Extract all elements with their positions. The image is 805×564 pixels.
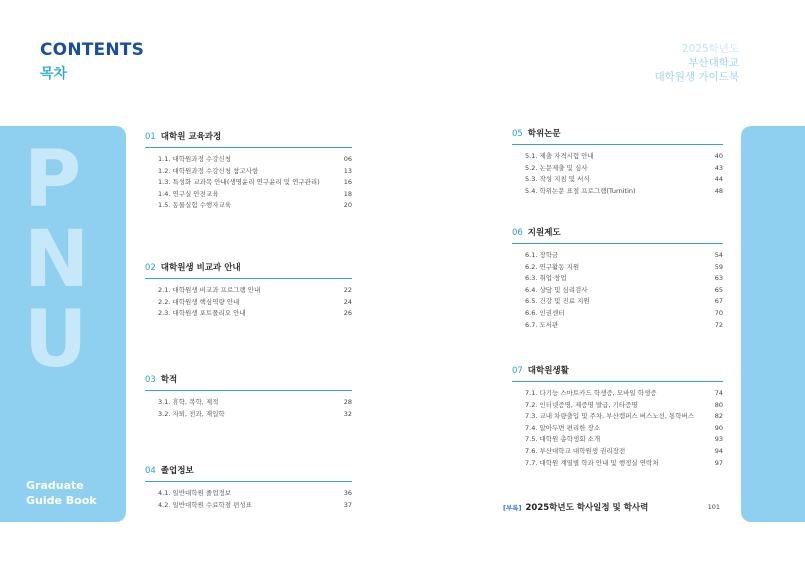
guide-book-label: Guide Book <box>26 494 97 507</box>
toc-item-label: 6.1. 장학금 <box>525 251 559 259</box>
toc-appendix[interactable] <box>503 501 720 513</box>
toc-item-page: 32 <box>343 409 352 418</box>
toc-section-06 <box>512 226 723 331</box>
toc-item-list <box>145 488 352 511</box>
section-heading[interactable] <box>145 464 352 482</box>
toc-item[interactable] <box>145 166 352 178</box>
section-number: 04 <box>145 466 156 476</box>
toc-item-label: 7.1. 다기능 스마트카드 학생증, 모바일 학생증 <box>525 389 657 397</box>
section-title: 지원제도 <box>527 228 561 238</box>
toc-item-label: 7.4. 알아두면 편리한 장소 <box>525 423 601 432</box>
toc-item[interactable] <box>512 320 723 332</box>
appendix-tag: [부록] <box>503 503 522 512</box>
toc-item-label: 1.4. 연구실 안전교육 <box>158 189 219 198</box>
toc-item-page: 82 <box>714 412 723 421</box>
section-heading[interactable] <box>145 130 352 148</box>
toc-item-page: 97 <box>714 458 723 467</box>
toc-section-03 <box>145 373 352 420</box>
toc-item-page: 59 <box>714 262 723 271</box>
toc-item-label: 1.1. 대학원과정 수강신청 <box>158 155 232 163</box>
toc-item[interactable] <box>512 446 723 458</box>
toc-item[interactable] <box>512 285 723 297</box>
toc-item[interactable] <box>512 151 723 163</box>
toc-item-page: 63 <box>714 274 723 283</box>
toc-item-page: 54 <box>714 251 723 259</box>
toc-item-label: 1.2. 대학원과정 수강신청 참고사항 <box>158 166 259 175</box>
section-title: 학적 <box>160 375 178 385</box>
toc-item[interactable] <box>145 308 352 320</box>
toc-item-label: 5.1. 제출 자격시험 안내 <box>525 152 594 160</box>
toc-item-page: 80 <box>714 400 723 409</box>
toc-item[interactable] <box>145 285 352 297</box>
toc-item-page: 44 <box>714 175 723 184</box>
brand-year: 2025학년도 <box>681 43 739 55</box>
toc-item[interactable] <box>512 273 723 285</box>
pnu-watermark <box>24 135 90 385</box>
toc-item-label: 6.4. 상담 및 심리검사 <box>525 285 588 294</box>
appendix-page: 101 <box>707 503 720 511</box>
toc-item-page: 28 <box>343 398 352 406</box>
toc-section-01 <box>145 130 352 212</box>
toc-item-label: 2.2. 대학원생 핵심역량 안내 <box>158 297 240 306</box>
toc-item-list <box>512 388 723 469</box>
toc-item-page: 20 <box>343 201 352 210</box>
section-title: 학위논문 <box>527 129 561 139</box>
toc-item[interactable] <box>145 154 352 166</box>
brand-university: 부산대학교 <box>688 57 739 69</box>
toc-item-label: 3.2. 자퇴, 전과, 재입학 <box>158 409 225 418</box>
left-decor-panel <box>0 126 126 522</box>
toc-item[interactable] <box>145 397 352 409</box>
section-heading[interactable] <box>512 226 723 244</box>
appendix-title: 2025학년도 학사일정 및 학사력 <box>525 503 649 513</box>
section-heading[interactable] <box>512 364 723 382</box>
toc-item[interactable] <box>512 434 723 446</box>
toc-item-label: 5.4. 학위논문 표절 프로그램(Turnitin) <box>525 186 636 195</box>
toc-item[interactable] <box>512 388 723 400</box>
toc-item-page: 94 <box>714 446 723 455</box>
section-title: 졸업정보 <box>160 466 194 476</box>
toc-item-label: 1.3. 특성화 교과목 안내(생명윤리 연구윤리 및 연구관리) <box>158 178 320 187</box>
toc-item-label: 4.2. 일반대학원 수료학점 편성표 <box>158 500 252 509</box>
toc-item[interactable] <box>512 250 723 262</box>
toc-item-label: 4.1. 일반대학원 졸업정보 <box>158 489 232 497</box>
toc-item[interactable] <box>145 500 352 512</box>
toc-item[interactable] <box>512 186 723 198</box>
toc-item[interactable] <box>512 400 723 412</box>
toc-item-page: 65 <box>714 285 723 294</box>
section-title: 대학원 교육과정 <box>160 132 222 142</box>
toc-section-07 <box>512 364 723 469</box>
toc-item-page: 22 <box>343 286 352 294</box>
toc-item-label: 6.3. 취업·창업 <box>525 274 567 283</box>
toc-item-page: 67 <box>714 297 723 306</box>
toc-item-page: 26 <box>343 309 352 318</box>
toc-item-page: 48 <box>714 186 723 195</box>
toc-item-page: 18 <box>343 189 352 198</box>
toc-item-label: 7.2. 인터넷증명, 제증명 발급, 기타증명 <box>525 400 638 409</box>
toc-item-page: 24 <box>343 297 352 306</box>
toc-item[interactable] <box>512 174 723 186</box>
toc-item-page: 93 <box>714 435 723 444</box>
toc-item-page: 70 <box>714 308 723 317</box>
toc-item-label: 6.5. 건강 및 진료 지원 <box>525 297 590 306</box>
toc-item-page: 13 <box>343 166 352 175</box>
toc-section-02 <box>145 261 352 320</box>
toc-item-list <box>145 154 352 212</box>
toc-item[interactable] <box>145 409 352 421</box>
toc-item-label: 3.1. 휴학, 복학, 제적 <box>158 398 219 406</box>
toc-item[interactable] <box>512 262 723 274</box>
graduate-label: Graduate <box>26 479 84 492</box>
toc-item-page: 06 <box>343 155 352 163</box>
toc-item[interactable] <box>145 200 352 212</box>
section-heading[interactable] <box>145 373 352 391</box>
section-number: 07 <box>512 366 523 376</box>
toc-item-label: 7.3. 교내 차량출입 및 주차, 부산캠퍼스 버스노선, 통학버스 <box>525 412 695 421</box>
toc-item-page: 36 <box>343 489 352 497</box>
toc-section-05 <box>512 127 723 197</box>
toc-item-label: 5.2. 논문제출 및 심사 <box>525 163 588 172</box>
toc-item[interactable] <box>512 163 723 175</box>
section-number: 06 <box>512 228 523 238</box>
toc-item-page: 43 <box>714 163 723 172</box>
contents-subtitle: 목차 <box>40 66 68 82</box>
toc-item-label: 2.1. 대학원생 비교과 프로그램 안내 <box>158 286 261 294</box>
toc-item-list <box>512 250 723 331</box>
toc-item-page: 90 <box>714 423 723 432</box>
toc-item-label: 1.5. 동물실험 수행자교육 <box>158 201 232 210</box>
contents-title: CONTENTS <box>40 40 145 60</box>
toc-section-04 <box>145 464 352 511</box>
toc-item-label: 7.7. 대학원 계열별 학과 안내 및 행정실 연락처 <box>525 458 659 467</box>
section-title: 대학원생활 <box>527 366 569 376</box>
section-number: 02 <box>145 263 156 273</box>
pnu-letter-n: N <box>24 215 90 305</box>
toc-item-page: 40 <box>714 152 723 160</box>
brand-guidebook: 대학원생 가이드북 <box>654 71 739 83</box>
toc-item[interactable] <box>512 411 723 423</box>
toc-item[interactable] <box>512 423 723 435</box>
pnu-letter-p: P <box>24 135 82 225</box>
section-title: 대학원생 비교과 안내 <box>160 263 241 273</box>
toc-item-list <box>145 285 352 320</box>
section-heading[interactable] <box>145 261 352 279</box>
toc-item-label: 7.6. 부산대학교 대학원생 권리장전 <box>525 446 626 455</box>
toc-item-page: 74 <box>714 389 723 397</box>
toc-item[interactable] <box>145 189 352 201</box>
toc-item-label: 6.6. 인권센터 <box>525 308 565 317</box>
toc-item[interactable] <box>512 296 723 308</box>
toc-item-label: 6.2. 연구활동 지원 <box>525 262 580 271</box>
toc-item-label: 7.5. 대학원 총학생회 소개 <box>525 435 601 444</box>
section-number: 03 <box>145 375 156 385</box>
toc-item[interactable] <box>512 458 723 470</box>
toc-item-label: 5.3. 작성 지침 및 서식 <box>525 175 590 184</box>
brand-block <box>655 42 739 84</box>
section-number: 01 <box>145 132 156 142</box>
graduate-guide-book-label <box>26 478 97 508</box>
section-heading[interactable] <box>512 127 723 145</box>
section-number: 05 <box>512 129 523 139</box>
toc-item[interactable] <box>145 297 352 309</box>
toc-item-page: 72 <box>714 320 723 329</box>
toc-item-label: 6.7. 도서관 <box>525 320 559 329</box>
toc-item[interactable] <box>145 177 352 189</box>
pnu-letter-u: U <box>24 295 88 385</box>
toc-item-label: 2.3. 대학원생 포트폴리오 안내 <box>158 309 246 318</box>
toc-item-list <box>145 397 352 420</box>
toc-item-page: 16 <box>343 178 352 187</box>
toc-item[interactable] <box>512 308 723 320</box>
toc-item-page: 37 <box>343 500 352 509</box>
right-decor-panel <box>741 126 805 522</box>
toc-item[interactable] <box>145 488 352 500</box>
toc-item-list <box>512 151 723 197</box>
